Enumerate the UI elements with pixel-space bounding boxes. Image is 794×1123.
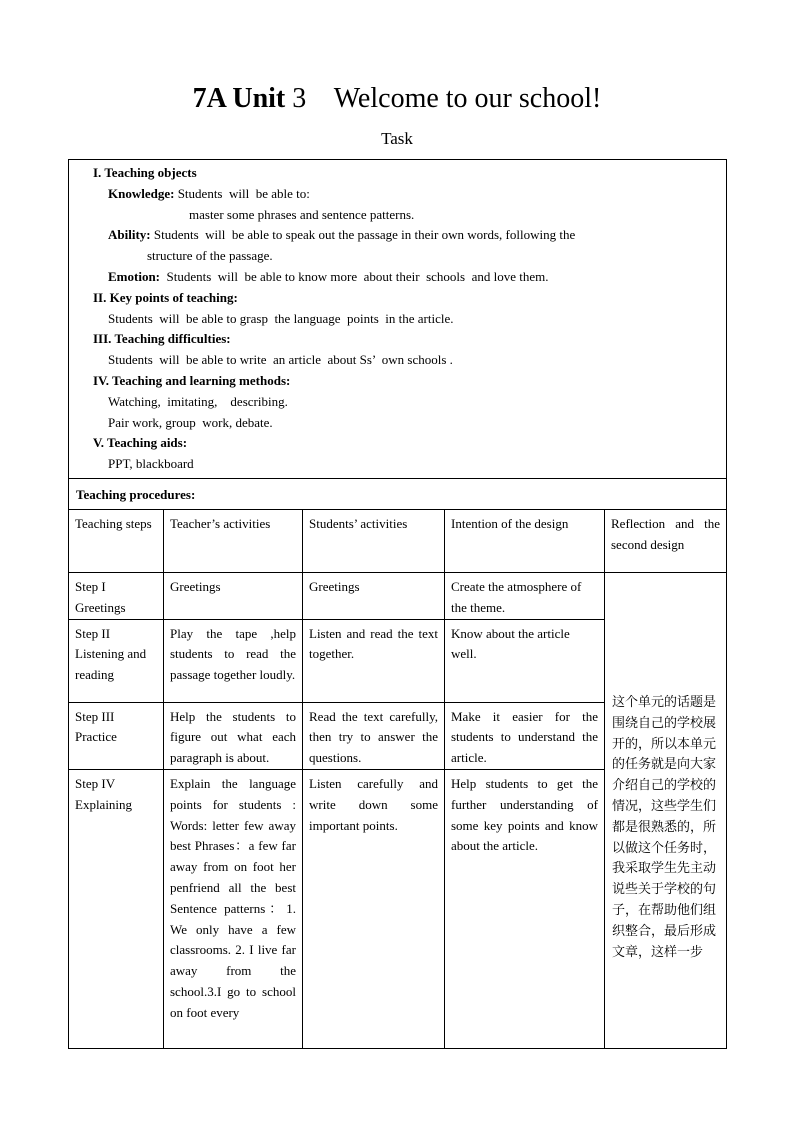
heading-methods: IV. Teaching and learning methods:: [93, 372, 291, 388]
header-students-activities: Students’ activities: [303, 510, 445, 573]
heading-aids: V. Teaching aids:: [93, 435, 188, 451]
step-4-intention: Help students to get the further understanding of some key points and know about the article.: [445, 769, 605, 1048]
ability-label: Ability:: [108, 227, 151, 243]
step-4-teacher: Explain the language points for students : Words: letter few away best Phrases：a few far away from on foot her penfriend all the best Sentence patterns：1. We only have a few classrooms. 2. I live far away from the school.3.I go to school on foot every: [164, 769, 303, 1048]
page-subtitle: Task: [381, 129, 413, 148]
header-intention: Intention of the design: [445, 510, 605, 573]
header-reflection: Reflection and the second design: [605, 510, 727, 573]
reflection-cell: 这个单元的话题是围绕自己的学校展开的，所以本单元的任务就是向大家介绍自己的学校的情况，这些学生们都是很熟悉的，所以做这个任务时，我采取学生先主动说些关于学校的句子，在帮助他们组织整合，最后形成文章，这样一步: [605, 573, 727, 1049]
step-2-intention: Know about the article well.: [445, 619, 605, 702]
title-bold: 7A Unit: [192, 83, 286, 114]
title-rest: 3 Welcome to our school!: [285, 83, 602, 114]
emotion-line: [93, 267, 726, 288]
header-teaching-steps: Teaching steps: [69, 510, 164, 573]
ability-line: [93, 225, 726, 246]
step-2-cell: Step II Listening and reading: [69, 619, 164, 702]
step-3-students: Read the text carefully, then try to answer the questions.: [303, 702, 445, 769]
page-title: [0, 82, 794, 116]
ability-text: Students will be able to speak out the passage in their own words, following the: [150, 227, 576, 243]
heading-key-points: II. Key points of teaching:: [93, 289, 238, 305]
key-points-text: Students will be able to grasp the language points in the article.: [108, 310, 454, 326]
knowledge-line-2: master some phrases and sentence patterns.: [189, 206, 415, 222]
step-3-cell: Step III Practice: [69, 702, 164, 769]
emotion-label: Emotion:: [108, 268, 160, 284]
step-1-intention: Create the atmosphere of the theme.: [445, 573, 605, 620]
teaching-procedures-label: Teaching procedures:: [69, 479, 727, 510]
heading-teaching-objects: I. Teaching objects: [93, 165, 197, 180]
knowledge-label: Knowledge:: [108, 185, 175, 201]
teaching-objects-section: [69, 160, 727, 479]
lesson-plan-table: [68, 159, 727, 1049]
header-teacher-activities: Teacher’s activities: [164, 510, 303, 573]
knowledge-line: [93, 184, 726, 205]
step-3-teacher: Help the students to figure out what each paragraph is about.: [164, 702, 303, 769]
step-4-students: Listen carefully and write down some important points.: [303, 769, 445, 1048]
heading-difficulties: III. Teaching difficulties:: [93, 331, 231, 347]
step-1-cell: Step I Greetings: [69, 573, 164, 620]
ability-line-2: structure of the passage.: [147, 248, 273, 264]
methods-line-1: Watching, imitating, describing.: [108, 393, 288, 409]
step-2-teacher: Play the tape ,help students to read the passage together loudly.: [164, 619, 303, 702]
aids-text: PPT, blackboard: [108, 456, 194, 472]
step-3-intention: Make it easier for the students to understand the article.: [445, 702, 605, 769]
knowledge-text: Students will be able to:: [174, 185, 310, 201]
difficulties-text: Students will be able to write an article about Ss’ own schools .: [108, 352, 453, 368]
step-1-students: Greetings: [303, 573, 445, 620]
step-1-teacher: Greetings: [164, 573, 303, 620]
step-2-students: Listen and read the text together.: [303, 619, 445, 702]
emotion-text: Students will be able to know more about their schools and love them.: [160, 268, 549, 284]
methods-line-2: Pair work, group work, debate.: [108, 414, 273, 430]
step-4-cell: Step IV Explaining: [69, 769, 164, 1048]
